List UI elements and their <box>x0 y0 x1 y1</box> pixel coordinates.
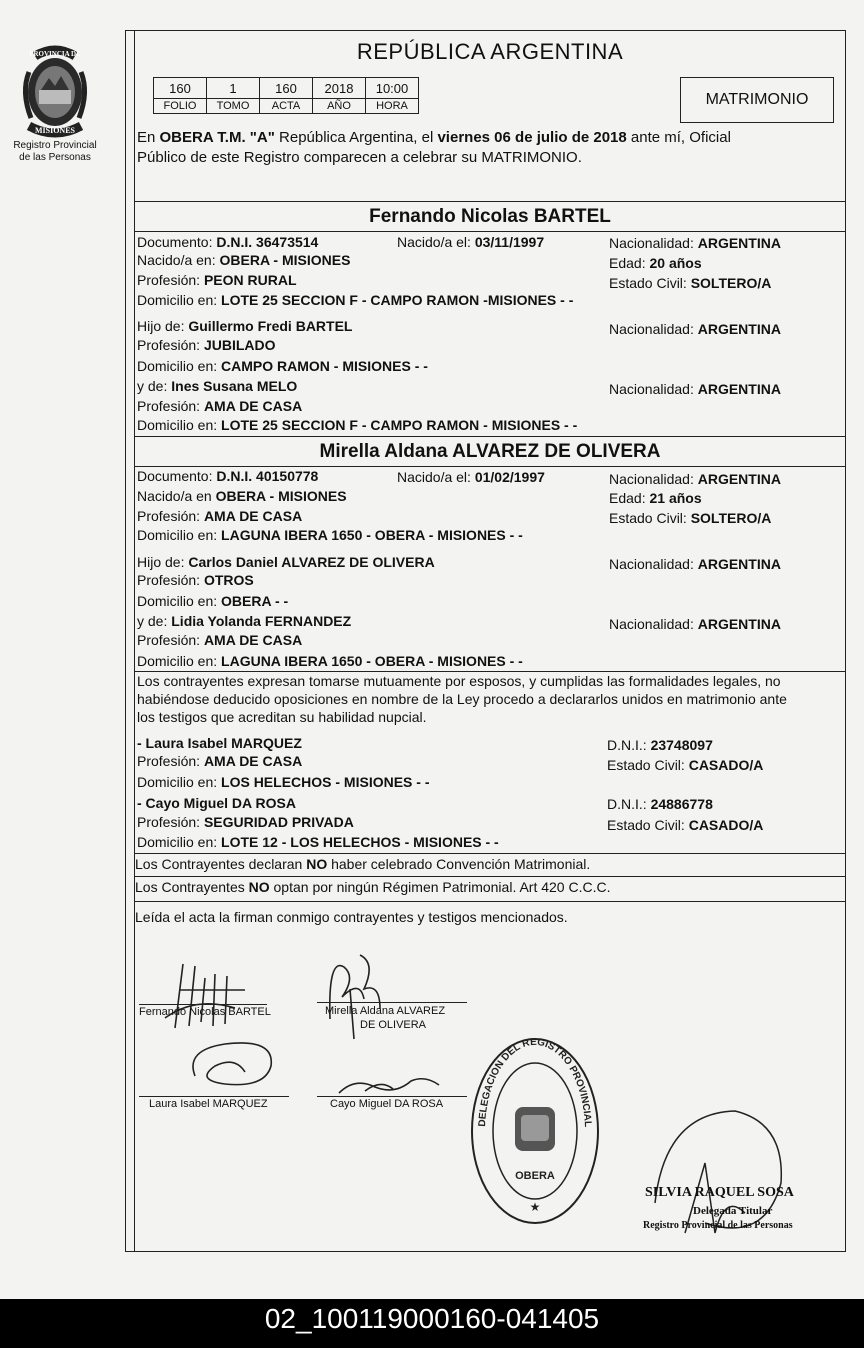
bride-father-nationality: Nacionalidad: ARGENTINA <box>609 556 781 572</box>
bride-documento: Documento: D.N.I. 40150778 <box>137 468 319 484</box>
witness1-address: Domicilio en: LOS HELECHOS - MISIONES - - <box>137 774 430 790</box>
intro-place: OBERA T.M. "A" <box>159 129 275 146</box>
groom-signature-icon <box>155 956 265 1036</box>
declaration-line: Los contrayentes expresan tomarse mutuamente por esposos, y cumplidas las formalidades legales, no <box>137 673 781 689</box>
groom-age: Edad: 20 años <box>609 255 702 271</box>
witness2-signature-name: Cayo Miguel DA ROSA <box>330 1098 444 1110</box>
witness1-signature-icon <box>185 1036 285 1096</box>
folio-value: 160 <box>154 78 207 99</box>
registry-caption-line2: de las Personas <box>19 152 91 163</box>
anio-label: AÑO <box>313 99 366 114</box>
bride-father: Hijo de: Carlos Daniel ALVAREZ DE OLIVERA <box>137 554 435 570</box>
groom-birthplace: Nacido/a en: OBERA - MISIONES <box>137 252 351 268</box>
groom-profession: Profesión: PEON RURAL <box>137 272 297 288</box>
bride-signature-name-line2: DE OLIVERA <box>360 1019 427 1031</box>
witness2-civil-status: Estado Civil: CASADO/A <box>607 817 764 833</box>
folio-label: FOLIO <box>154 99 207 114</box>
seal-city: OBERA <box>515 1170 555 1182</box>
officer-role: Delegada Titular <box>693 1205 773 1217</box>
bride-father-profession: Profesión: OTROS <box>137 572 254 588</box>
divider <box>135 876 845 877</box>
tomo-label: TOMO <box>207 99 260 114</box>
bride-address: Domicilio en: LAGUNA IBERA 1650 - OBERA - MISIONES - - <box>137 527 523 543</box>
marriage-certificate-form <box>125 30 846 1252</box>
declaration-paragraph <box>137 672 839 726</box>
intro-text: ante mí, Oficial <box>626 129 731 146</box>
divider <box>135 201 845 202</box>
groom-father-nationality: Nacionalidad: ARGENTINA <box>609 321 781 337</box>
signature-line <box>317 1096 467 1097</box>
groom-birthdate: Nacido/a el: 03/11/1997 <box>397 234 545 250</box>
declaration-line: habiéndose deducido oposiciones en nombre de la Ley procedo a declararlos unidos en matrimonio ante <box>137 691 787 707</box>
intro-date: viernes 06 de julio de 2018 <box>437 129 627 146</box>
bride-age: Edad: 21 años <box>609 490 702 506</box>
bride-father-address: Domicilio en: OBERA - - <box>137 593 289 609</box>
groom-address: Domicilio en: LOTE 25 SECCION F - CAMPO RAMON -MISIONES - - <box>137 292 574 308</box>
witness1-civil-status: Estado Civil: CASADO/A <box>607 757 764 773</box>
divider <box>135 901 845 902</box>
intro-paragraph <box>137 128 839 168</box>
page-title: REPÚBLICA ARGENTINA <box>356 39 624 64</box>
hora-label: HORA <box>366 99 419 114</box>
divider <box>135 436 845 437</box>
bride-mother-profession: Profesión: AMA DE CASA <box>137 632 303 648</box>
logo-bottom-text: MISIONES <box>34 126 76 135</box>
misiones-coat-of-arms-icon <box>15 42 95 138</box>
groom-nationality: Nacionalidad: ARGENTINA <box>609 235 781 251</box>
record-meta-table <box>153 77 419 114</box>
bride-mother: y de: Lidia Yolanda FERNANDEZ <box>137 613 352 629</box>
acta-value: 160 <box>260 78 313 99</box>
signature-line <box>139 1096 289 1097</box>
intro-text: En <box>137 129 160 146</box>
registry-logo-block <box>0 42 110 164</box>
signing-note: Leída el acta la firman conmigo contrayentes y testigos mencionados. <box>135 909 568 925</box>
witness2-address: Domicilio en: LOTE 12 - LOS HELECHOS - MISIONES - - <box>137 834 499 850</box>
intro-text: República Argentina, el <box>274 129 438 146</box>
witness2-profession: Profesión: SEGURIDAD PRIVADA <box>137 814 354 830</box>
hora-value: 10:00 <box>366 78 419 99</box>
act-type-box: MATRIMONIO <box>680 77 834 123</box>
convention-note: Los Contrayentes declaran NO haber celebrado Convención Matrimonial. <box>135 856 591 872</box>
officer-name: SILVIA RAQUEL SOSA <box>645 1185 794 1200</box>
witness1-signature-name: Laura Isabel MARQUEZ <box>149 1098 268 1110</box>
bride-name: Mirella Aldana ALVAREZ DE OLIVERA <box>319 441 661 462</box>
groom-documento: Documento: D.N.I. 36473514 <box>137 234 319 250</box>
groom-mother: y de: Ines Susana MELO <box>137 378 298 394</box>
form-inner <box>134 31 845 1251</box>
intro-line2: Público de este Registro comparecen a celebrar su MATRIMONIO. <box>137 149 582 166</box>
declaration-line: los testigos que acreditan su habilidad nupcial. <box>137 709 427 725</box>
bride-nationality: Nacionalidad: ARGENTINA <box>609 471 781 487</box>
registry-caption-line1: Registro Provincial <box>13 140 97 151</box>
witness1-dni: D.N.I.: 23748097 <box>607 737 713 753</box>
groom-father: Hijo de: Guillermo Fredi BARTEL <box>137 318 353 334</box>
witness2-dni: D.N.I.: 24886778 <box>607 796 713 812</box>
tomo-value: 1 <box>207 78 260 99</box>
bride-birthdate: Nacido/a el: 01/02/1997 <box>397 469 545 485</box>
signature-line <box>139 1004 267 1005</box>
bride-mother-address: Domicilio en: LAGUNA IBERA 1650 - OBERA - MISIONES - - <box>137 653 523 669</box>
divider <box>135 853 845 854</box>
divider <box>135 231 845 232</box>
signature-line <box>317 1002 467 1003</box>
groom-father-profession: Profesión: JUBILADO <box>137 337 276 353</box>
witness2-name: - Cayo Miguel DA ROSA <box>137 795 296 811</box>
document-code-bar: 02_100119000160-041405 <box>0 1299 864 1348</box>
anio-value: 2018 <box>313 78 366 99</box>
acta-label: ACTA <box>260 99 313 114</box>
regime-note: Los Contrayentes NO optan por ningún Régimen Patrimonial. Art 420 C.C.C. <box>135 879 611 895</box>
groom-mother-nationality: Nacionalidad: ARGENTINA <box>609 381 781 397</box>
groom-name: Fernando Nicolas BARTEL <box>369 206 611 227</box>
bride-profession: Profesión: AMA DE CASA <box>137 508 303 524</box>
witness1-name: - Laura Isabel MARQUEZ <box>137 735 302 751</box>
bride-civil-status: Estado Civil: SOLTERO/A <box>609 510 772 526</box>
groom-father-address: Domicilio en: CAMPO RAMON - MISIONES - - <box>137 358 428 374</box>
groom-signature-name: Fernando Nicolas BARTEL <box>139 1006 271 1018</box>
bride-signature-name-line1: Mirella Aldana ALVAREZ <box>325 1005 446 1017</box>
officer-office: Registro Provincial de las Personas <box>643 1220 793 1231</box>
witness1-profession: Profesión: AMA DE CASA <box>137 753 303 769</box>
groom-mother-profession: Profesión: AMA DE CASA <box>137 398 303 414</box>
seal-star-icon: ★ <box>529 1200 541 1214</box>
groom-civil-status: Estado Civil: SOLTERO/A <box>609 275 772 291</box>
groom-mother-address: Domicilio en: LOTE 25 SECCION F - CAMPO RAMON - MISIONES - - <box>137 417 578 433</box>
bride-birthplace: Nacido/a en OBERA - MISIONES <box>137 488 347 504</box>
bride-mother-nationality: Nacionalidad: ARGENTINA <box>609 616 781 632</box>
seal-text: DELEGACION DEL REGISTRO PROVINCIAL DE LAS PERSONAS <box>461 1023 594 1130</box>
registry-seal-icon <box>461 1023 605 1231</box>
logo-top-text: PROVINCIA DE <box>29 50 81 58</box>
